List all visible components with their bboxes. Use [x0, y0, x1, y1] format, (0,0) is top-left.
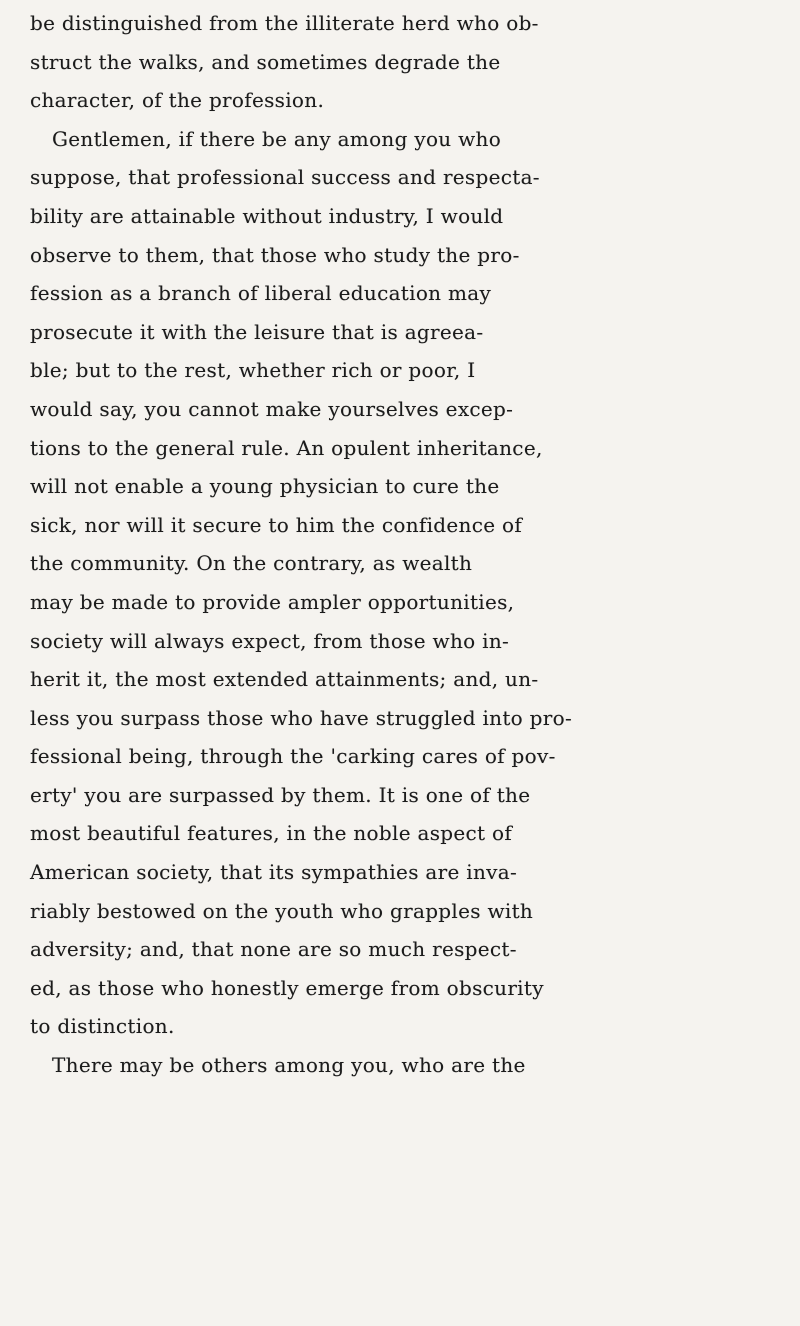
text-line: struct the walks, and sometimes degrade the [30, 49, 501, 74]
text-line: herit it, the most extended attainments; and, un- [30, 667, 539, 692]
text-line: to distinction. [30, 1014, 175, 1039]
text-line: will not enable a young physician to cure the [30, 474, 500, 499]
text-line: American society, that its sympathies are inva- [30, 860, 518, 885]
text-line: most beautiful features, in the noble aspect of [30, 821, 513, 846]
text-line: riably bestowed on the youth who grapples with [30, 898, 534, 923]
paragraph-start-line: Gentlemen, if there be any among you who [52, 126, 502, 151]
text-line: society will always expect, from those who in- [30, 628, 510, 653]
body-text [30, 4, 790, 1085]
text-line: fession as a branch of liberal education may [30, 281, 492, 306]
text-line: sick, nor will it secure to him the confidence of [30, 512, 523, 537]
text-line: ed, as those who honestly emerge from obscurity [30, 975, 544, 1000]
paragraph-start-line: There may be others among you, who are the [52, 1053, 526, 1078]
text-line: ble; but to the rest, whether rich or poor, I [30, 358, 476, 383]
text-line: bility are attainable without industry, I would [30, 203, 504, 228]
text-line: less you surpass those who have struggled into pro- [30, 705, 573, 730]
text-line: character, of the profession. [30, 88, 325, 113]
text-line: adversity; and, that none are so much respect- [30, 937, 517, 962]
text-line: suppose, that professional success and respecta- [30, 165, 540, 190]
text-line: would say, you cannot make yourselves excep- [30, 396, 514, 421]
text-line: may be made to provide ampler opportunities, [30, 589, 515, 614]
text-line: tions to the general rule. An opulent inheritance, [30, 435, 543, 460]
text-line: the community. On the contrary, as wealth [30, 551, 473, 576]
text-line: be distinguished from the illiterate herd who ob- [30, 11, 539, 35]
text-line: fessional being, through the 'carking cares of pov- [30, 744, 556, 769]
text-line: prosecute it with the leisure that is agreea- [30, 319, 484, 344]
text-line: erty' you are surpassed by them. It is one of the [30, 782, 531, 807]
text-line: observe to them, that those who study the pro- [30, 242, 520, 267]
